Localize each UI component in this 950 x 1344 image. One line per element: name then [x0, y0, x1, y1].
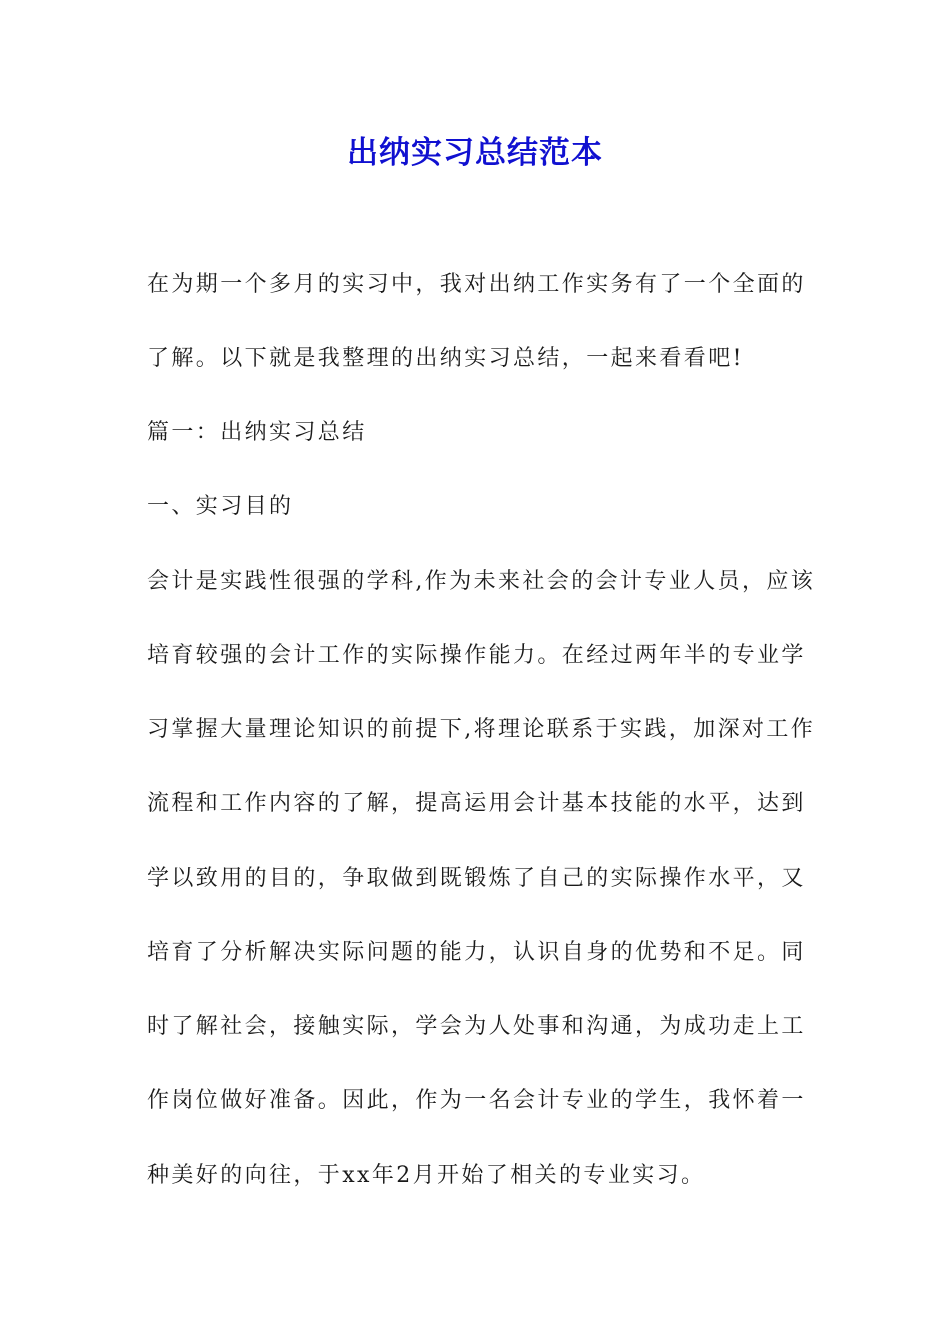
paragraph-line-5: 学以致用的目的，争取做到既锻炼了自己的实际操作水平，又	[147, 866, 806, 891]
paragraph-line-3: 习掌握大量理论知识的前提下,将理论联系于实践，加深对工作	[147, 717, 816, 742]
intro-line-2: 了解。以下就是我整理的出纳实习总结，一起来看看吧!	[147, 346, 744, 371]
intro-line-1: 在为期一个多月的实习中，我对出纳工作实务有了一个全面的	[147, 272, 806, 297]
paragraph-line-4: 流程和工作内容的了解，提高运用会计基本技能的水平，达到	[147, 791, 806, 816]
paragraph-line-1: 会计是实践性很强的学科,作为未来社会的会计专业人员，应该	[147, 569, 816, 594]
paragraph-line-9: 种美好的向往，于xx年2月开始了相关的专业实习。	[147, 1163, 706, 1188]
paragraph-line-7: 时了解社会，接触实际，学会为人处事和沟通，为成功走上工	[147, 1014, 806, 1039]
paragraph-line-2: 培育较强的会计工作的实际操作能力。在经过两年半的专业学	[147, 643, 806, 668]
paragraph-line-8: 作岗位做好准备。因此，作为一名会计专业的学生，我怀着一	[147, 1088, 806, 1113]
paragraph-line-6: 培育了分析解决实际问题的能力，认识自身的优势和不足。同	[147, 940, 806, 965]
subheading-purpose: 一、实习目的	[147, 494, 294, 519]
section-heading-part-one: 篇一：出纳实习总结	[147, 420, 367, 445]
document-title: 出纳实习总结范本	[347, 135, 603, 171]
